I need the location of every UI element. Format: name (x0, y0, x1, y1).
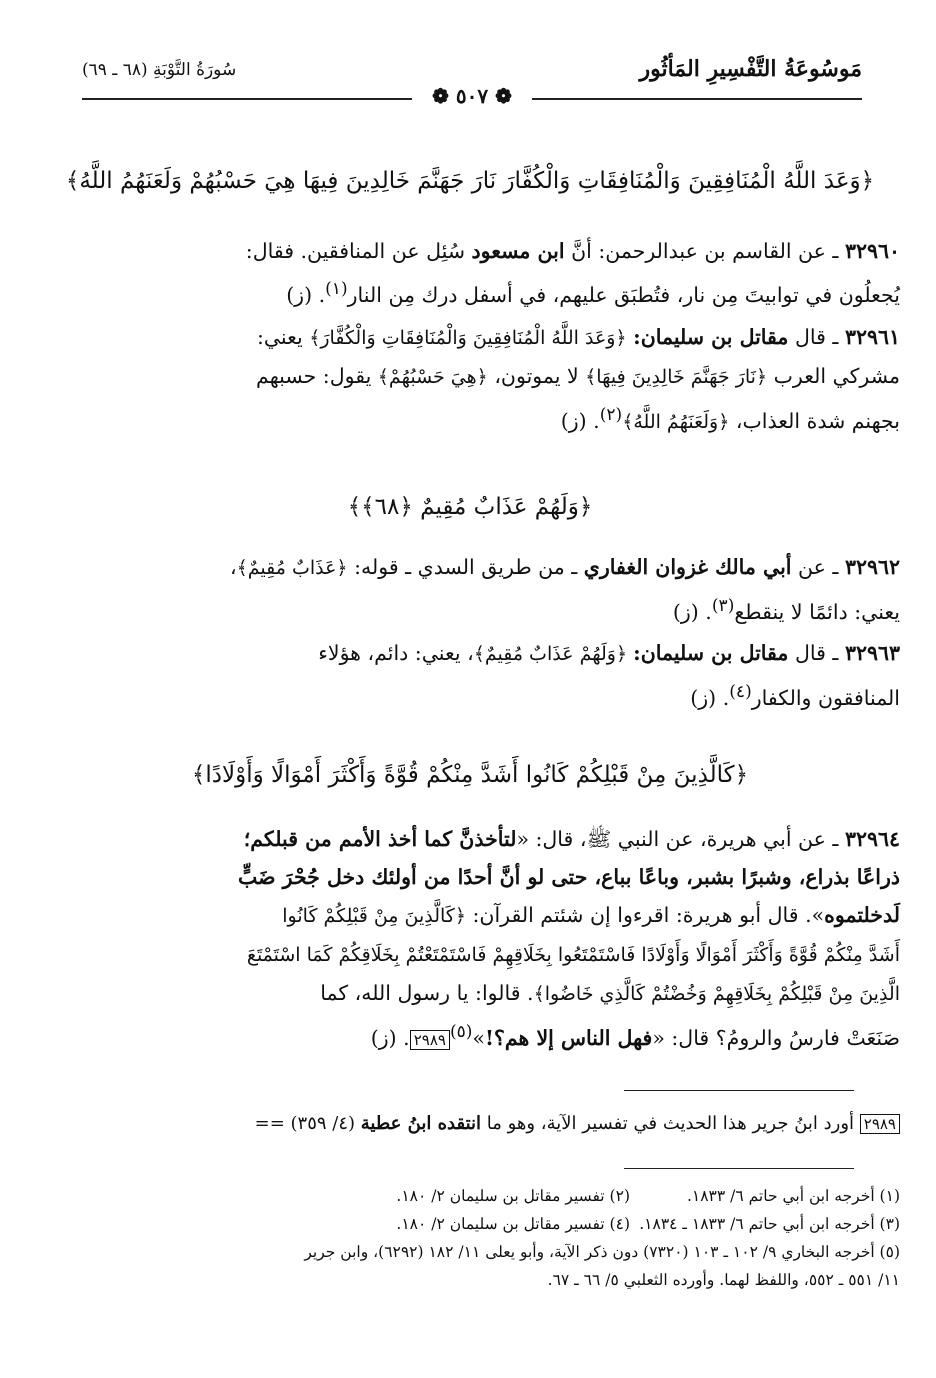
narration-32962: ٣٢٩٦٢ ـ عن أبي مالك غزوان الغفاري ـ من طريق السدي ـ قوله: ﴿عَذَابٌ مُقِيمٌ﴾، يعني: دائمًا لا ينقطع$^{(٣)}$. (ز) (229, 555, 900, 624)
narration-number: ٣٢٩٦٤ (844, 827, 900, 851)
verse-heading-3: ﴿كَالَّذِينَ مِنْ قَبْلِكُمْ كَانُوا أَشَدَّ مِنْكُمْ قُوَّةً وَأَكْثَرَ أَمْوَالًا وَأَوْلَادًا﴾ (191, 762, 749, 788)
footnote-ref[interactable]: (٣) (711, 596, 735, 616)
footnote-4: (٤) تفسير مقاتل بن سليمان ٢/ ١٨٠. (396, 1215, 630, 1233)
verse-heading-1: ﴿وَعَدَ اللَّهُ الْمُنَافِقِينَ وَالْمُنَافِقَاتِ وَالْكُفَّارَ نَارَ جَهَنَّمَ خَالِدِينَ فِيهَا هِيَ حَسْبُهُمْ وَلَعَنَهُمُ اللَّهُ﴾ (65, 168, 875, 194)
quran-quote: ﴿وَعَدَ اللَّهُ الْمُنَافِقِينَ وَالْمُنَافِقَاتِ وَالْكُفَّارَ﴾ (309, 327, 627, 349)
footnotes (82, 1182, 900, 1294)
footnote-1: (١) أخرجه ابن أبي حاتم ٦/ ١٨٣٣. (686, 1187, 900, 1205)
narration-32960: ٣٢٩٦٠ ـ عن القاسم بن عبدالرحمن: أنَّ ابن مسعود سُئِل عن المنافقين. فقال: يُجعلُون في توابيتَ مِن نار، فتُطبَق عليهم، في أسفل درك مِن النار$^{(١)}$. (ز) (245, 239, 900, 307)
footnote-ref[interactable]: (٥) (449, 1022, 473, 1042)
quran-quote: ﴿وَلَعَنَهُمُ اللَّهُ﴾ (622, 410, 730, 433)
footnote-2: (٢) تفسير مقاتل بن سليمان ٢/ ١٨٠. (396, 1187, 630, 1205)
quran-quote: الَّذِينَ مِنْ قَبْلِكُمْ بِخَلَاقِهِمْ وَخُضْتُمْ كَالَّذِي خَاضُوا﴾ (533, 983, 900, 1005)
narration-32961: ٣٢٩٦١ ـ قال مقاتل بن سليمان: ﴿وَعَدَ اللَّهُ الْمُنَافِقِينَ وَالْمُنَافِقَاتِ وَالْكُفَّارَ﴾ يعني: مشركي العرب ﴿نَارَ جَهَنَّمَ خَالِدِينَ فِيهَا﴾ لا يموتون، ﴿هِيَ حَسْبُهُمْ﴾ يقول: حسبهم بجهنم شدة العذاب، ﴿وَلَعَنَهُمُ اللَّهُ﴾$^{(٢)}$. (ز) (256, 325, 900, 433)
note-separator (624, 1090, 854, 1091)
book-title: مَوسُوعَةُ التَّفْسِيرِ المَأثُور (639, 56, 862, 82)
verse-heading-2: ﴿وَلَهُمْ عَذَابٌ مُقِيمٌ ﴿٦٨﴾﴾ (347, 494, 593, 520)
footnote-ref[interactable]: (٢) (599, 405, 623, 425)
note-number-box: ٢٩٨٩ (860, 1114, 900, 1134)
narration-number: ٣٢٩٦٠ (844, 239, 900, 263)
page-number: ❁ ٥٠٧ ❁ (432, 84, 512, 108)
footnote-row (82, 1182, 900, 1210)
narration-number: ٣٢٩٦٢ (844, 555, 900, 579)
editor-note-2989: ٢٩٨٩ أورد ابنُ جرير هذا الحديث في تفسير الآية، وهو ما انتقده ابنُ عطية (٤/ ٣٥٩) == (30, 1110, 900, 1138)
footnote-3: (٣) أخرجه ابن أبي حاتم ٦/ ١٨٣٣ ـ ١٨٣٤. (639, 1215, 900, 1233)
quran-quote: أَشَدَّ مِنْكُمْ قُوَّةً وَأَكْثَرَ أَمْوَالًا وَأَوْلَادًا فَاسْتَمْتَعُوا بِخَلَاقِهِمْ فَاسْتَمْتَعْتُمْ بِخَلَاقِكُمْ كَمَا اسْتَمْتَعَ (246, 944, 900, 966)
footnote-row (82, 1210, 900, 1238)
footnote-ref[interactable]: (١) (325, 279, 348, 299)
footnote-ref[interactable]: (٤) (729, 682, 752, 702)
quran-quote: ﴿عَذَابٌ مُقِيمٌ﴾ (236, 557, 348, 579)
narration-32963: ٣٢٩٦٣ ـ قال مقاتل بن سليمان: ﴿وَلَهُمْ عَذَابٌ مُقِيمٌ﴾، يعني: دائم، هؤلاء المنافقون والكفار$^{(٤)}$. (ز) (318, 641, 900, 710)
narration-32964: ٣٢٩٦٤ ـ عن أبي هريرة، عن النبي ﷺ، قال: «لتأخذنَّ كما أخذ الأمم من قبلكم؛ ذراعًا بذراع، وشبرًا بشبر، وباعًا بباع، حتى لو أنَّ أحدًا من أولئك دخل جُحْرَ ضَبٍّ لَدخلتموه». قال أبو هريرة: اقرءوا إن شئتم القرآن: ﴿كَالَّذِينَ مِنْ قَبْلِكُمْ كَانُوا أَشَدَّ مِنْكُمْ قُوَّةً وَأَكْثَرَ أَمْوَالًا وَأَوْلَادًا فَاسْتَمْتَعُوا بِخَلَاقِهِمْ فَاسْتَمْتَعْتُمْ بِخَلَاقِكُمْ كَمَا اسْتَمْتَعَ الَّذِينَ مِنْ قَبْلِكُمْ بِخَلَاقِهِمْ وَخُضْتُمْ كَالَّذِي خَاضُوا﴾. قالوا: يا رسول الله، كما صَنَعَتْ فارسُ والرومُ؟ قال: «فهل الناس إلا هم؟!»$^{(٥)}$٢٩٨٩. (ز) (237, 827, 900, 1050)
quran-quote: ﴿وَلَهُمْ عَذَابٌ مُقِيمٌ﴾ (473, 643, 634, 665)
quran-quote: ﴿هِيَ حَسْبُهُمْ﴾ (377, 366, 488, 388)
quran-quote: ﴿كَالَّذِينَ مِنْ قَبْلِكُمْ كَانُوا (282, 905, 466, 927)
narration-number: ٣٢٩٦٣ (844, 641, 900, 665)
surah-reference: سُورَةُ التَّوْبَةِ (٦٨ ـ ٦٩) (82, 60, 237, 80)
footnote-5-line-1: (٥) أخرجه البخاري ٩/ ١٠٢ ـ ١٠٣ (٧٣٢٠) دون ذكر الآية، وأبو يعلى ١١/ ١٨٢ (٦٢٩٢)، وابن جرير (304, 1243, 900, 1261)
header-rule (82, 84, 862, 108)
note-marker-box[interactable]: ٢٩٨٩ (410, 1030, 450, 1050)
footnote-5-line-2: ١١/ ٥٥١ ـ ٥٥٢، واللفظ لهما. وأورده الثعلبي ٥/ ٦٦ ـ ٦٧. (547, 1271, 900, 1289)
narration-number: ٣٢٩٦١ (844, 325, 900, 349)
footnote-separator (624, 1168, 854, 1169)
quran-quote: ﴿نَارَ جَهَنَّمَ خَالِدِينَ فِيهَا﴾ (585, 366, 768, 388)
